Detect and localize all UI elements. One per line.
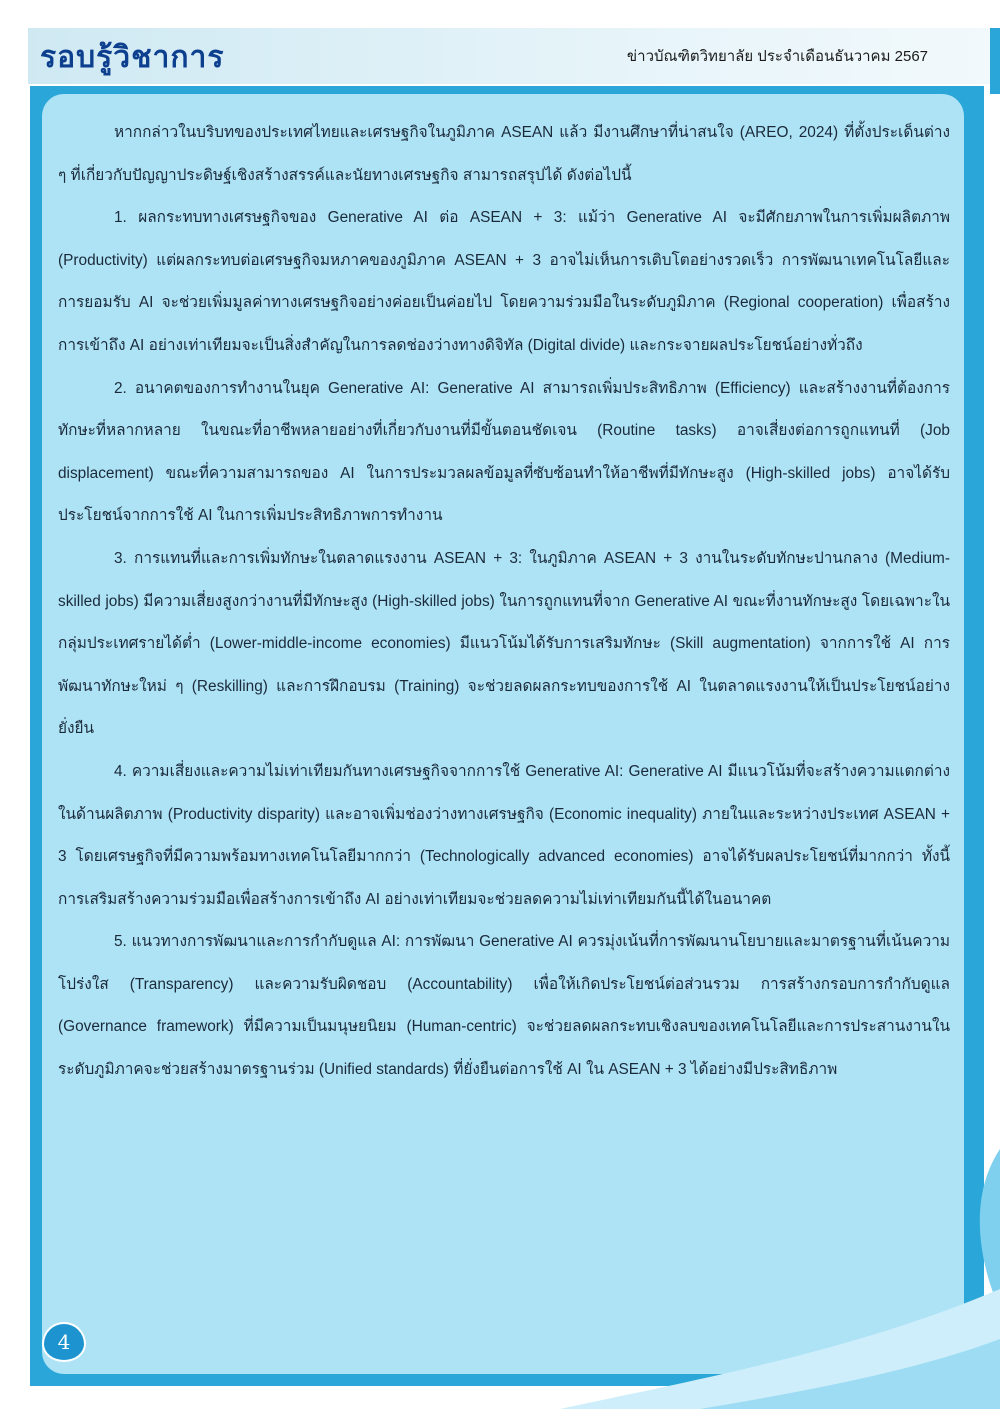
wave-decoration [0, 1149, 1000, 1409]
point-5-paragraph: 5. แนวทางการพัฒนาและการกำกับดูแล AI: การพัฒนา Generative AI ควรมุ่งเน้นที่การพัฒนานโยบายและมาตรฐานที่เน้นความโปร่งใส (Transparency) และความรับผิดชอบ (Accountability) เพื่อให้เกิดประโยชน์ต่อส่วนรวม การสร้างกรอบการกำกับดูแล (Governance framework) ที่มีความเป็นมนุษยนิยม (Human-centric) จะช่วยลดผลกระทบเชิงลบของเทคโนโลยีและการประสานงานในระดับภูมิภาคจะช่วยสร้างมาตรฐานร่วม (Unified standards) ที่ยั่งยืนต่อการใช้ AI ใน ASEAN + 3 ได้อย่างมีประสิทธิภาพ [58, 933, 950, 1079]
point-4-paragraph: 4. ความเสี่ยงและความไม่เท่าเทียมกันทางเศรษฐกิจจากการใช้ Generative AI: Generative AI มีแนวโน้มที่จะสร้างความแตกต่างในด้านผลิตภาพ (Productivity disparity) และอาจเพิ่มช่องว่างทางเศรษฐกิจ (Economic inequality) ภายในและระหว่างประเทศ ASEAN + 3 โดยเศรษฐกิจที่มีความพร้อมทางเทคโนโลยีมากกว่า (Technologically advanced economies) อาจได้รับผลประโยชน์ที่มากกว่า ทั้งนี้ การเสริมสร้างความร่วมมือเพื่อสร้างการเข้าถึง AI อย่างเท่าเทียมจะช่วยลดความไม่เท่าเทียมกันนี้ได้ในอนาคต [58, 762, 950, 908]
point-3-paragraph: 3. การแทนที่และการเพิ่มทักษะในตลาดแรงงาน ASEAN + 3: ในภูมิภาค ASEAN + 3 งานในระดับทักษะปานกลาง (Medium-skilled jobs) มีความเสี่ยงสูงกว่างานที่มีทักษะสูง (High-skilled jobs) ในการถูกแทนที่จาก Generative AI ขณะที่งานทักษะสูง โดยเฉพาะในกลุ่มประเทศรายได้ต่ำ (Lower-middle-income economies) มีแนวโน้มได้รับการเสริมทักษะ (Skill augmentation) จากการใช้ AI การพัฒนาทักษะใหม่ ๆ (Reskilling) และการฝึกอบรม (Training) จะช่วยลดผลกระทบของการใช้ AI ในตลาดแรงงานให้เป็นประโยชน์อย่างยั่งยืน [58, 549, 950, 738]
intro-paragraph: หากกล่าวในบริบทของประเทศไทยและเศรษฐกิจในภูมิภาค ASEAN แล้ว มีงานศึกษาที่น่าสนใจ (AREO, 2024) ที่ตั้งประเด็นต่าง ๆ ที่เกี่ยวกับปัญญาประดิษฐ์เชิงสร้างสรรค์และนัยทางเศรษฐกิจ สามารถสรุปได้ ดังต่อไปนี้ [58, 124, 950, 184]
header-accent [990, 28, 1000, 94]
point-1-paragraph: 1. ผลกระทบทางเศรษฐกิจของ Generative AI ต่อ ASEAN + 3: แม้ว่า Generative AI จะมีศักยภาพในการเพิ่มผลิตภาพ (Productivity) แต่ผลกระทบต่อเศรษฐกิจมหภาคของภูมิภาค ASEAN + 3 อาจไม่เห็นการเติบโตอย่างรวดเร็ว การพัฒนาเทคโนโลยีและการยอมรับ AI จะช่วยเพิ่มมูลค่าทางเศรษฐกิจอย่างค่อยเป็นค่อยไป โดยความร่วมมือในระดับภูมิภาค (Regional cooperation) เพื่อสร้างการเข้าถึง AI อย่างเท่าเทียมจะเป็นสิ่งสำคัญในการลดช่องว่างทางดิจิทัล (Digital divide) และกระจายผลประโยชน์อย่างทั่วถึง [58, 209, 950, 354]
newsletter-meta: ข่าวบัณฑิตวิทยาลัย ประจำเดือนธันวาคม 2567 [626, 48, 928, 65]
section-title: รอบรู้วิชาการ [40, 40, 225, 75]
article-body [58, 112, 950, 1092]
page-number-badge: 4 [42, 1322, 86, 1362]
point-2-paragraph: 2. อนาคตของการทำงานในยุค Generative AI: Generative AI สามารถเพิ่มประสิทธิภาพ (Efficiency) และสร้างงานที่ต้องการทักษะที่หลากหลาย ในขณะที่อาชีพหลายอย่างที่เกี่ยวกับงานที่มีขั้นตอนชัดเจน (Routine tasks) อาจเสี่ยงต่อการถูกแทนที่ (Job displacement) ขณะที่ความสามารถของ AI ในการประมวลผลข้อมูลที่ซับซ้อนทำให้อาชีพที่มีทักษะสูง (High-skilled jobs) อาจได้รับประโยชน์จากการใช้ AI ในการเพิ่มประสิทธิภาพการทำงาน [58, 379, 950, 525]
